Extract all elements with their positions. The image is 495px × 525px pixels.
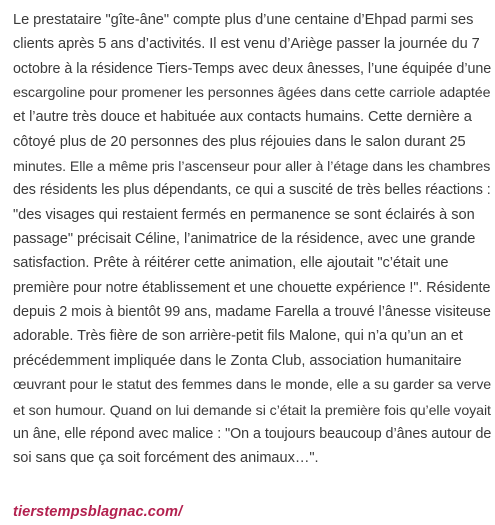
article-line: œuvrant pour le statut des femmes dans le monde, elle a su garder sa verve	[13, 377, 492, 394]
article-line: passage" précisait Céline, l’animatrice de la résidence, avec une grande	[13, 231, 476, 248]
article-line: satisfaction. Prête à réitérer cette animation, elle ajoutait "c’était une	[13, 255, 449, 272]
article-line: octobre à la résidence Tiers-Temps avec deux ânesses, l’une équipée d’une	[13, 60, 492, 77]
article-line: Le prestataire "gîte-âne" compte plus d’une centaine d’Ehpad parmi ses	[13, 12, 474, 28]
article-line: soi sans que ça soit forcément des animaux…".	[13, 450, 319, 467]
article-body	[13, 8, 491, 471]
article-line: précédemment impliquée dans le Zonta Club, association humanitaire	[13, 352, 462, 369]
article-line: escargoline pour promener les personnes âgées dans cette carriole adaptée	[13, 85, 491, 102]
article-line: et l’autre très douce et habituée aux contacts humains. Cette dernière a	[13, 109, 472, 126]
source-link[interactable]: tierstempsblagnac.com/	[13, 504, 183, 520]
article-line: un âne, elle répond avec malice : "On a toujours beaucoup d’ânes autour de	[13, 425, 492, 442]
article-line: et son humour. Quand on lui demande si c’était la première fois qu’elle voyait	[13, 401, 491, 418]
article-line: côtoyé plus de 20 personnes des plus réjouies dans le salon durant 25	[13, 133, 466, 150]
article-line: "des visages qui restaient fermés en permanence se sont éclairés à son	[13, 206, 475, 223]
article-line: première pour notre établissement et une chouette expérience !". Résidente	[13, 279, 491, 296]
article-line: minutes. Elle a même pris l’ascenseur pour aller à l’étage dans les chambres	[13, 158, 491, 175]
article-line: adorable. Très fière de son arrière-petit fils Malone, qui n’a qu’un an et	[13, 328, 463, 345]
article-line: clients après 5 ans d’activités. Il est venu d’Ariège passer la journée du 7	[13, 36, 480, 53]
article-line: depuis 2 mois à bientôt 99 ans, madame Farella a trouvé l’ânesse visiteuse	[13, 304, 491, 321]
article-line: des résidents les plus dépendants, ce qui a suscité de très belles réactions :	[13, 182, 491, 199]
